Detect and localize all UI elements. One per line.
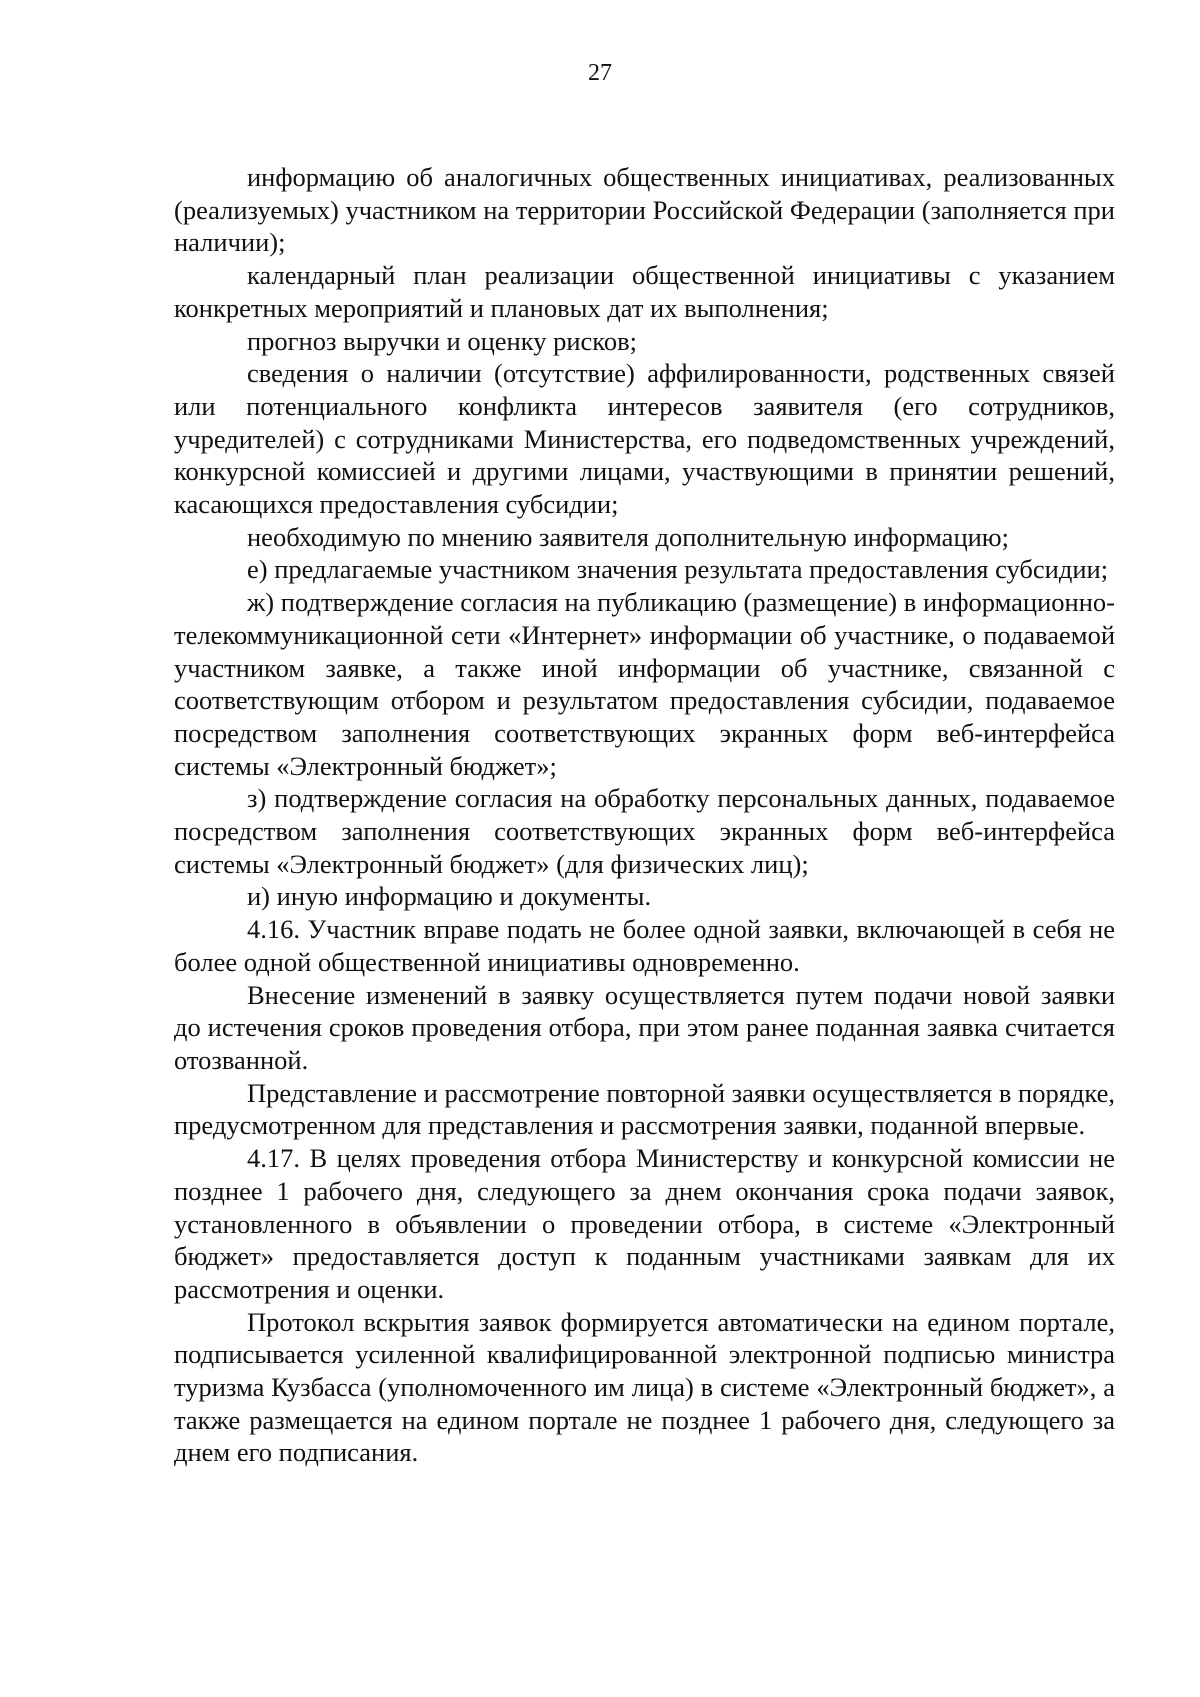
paragraph-item-i: и) иную информацию и документы. — [247, 881, 652, 912]
paragraph-4-16: 4.16. Участник вправе подать не более одной заявки, включающей в себя не более одной общественной инициативы одновременно. — [174, 914, 1115, 977]
paragraph-affiliation: сведения о наличии (отсутствие) аффилированности, родственных связей или потенциального конфликта интересов заявителя (его сотрудников, учредителей) с сотрудниками Министерства, его подведомственных учреждений, конкурсной комиссией и другими лицами, участвующими в принятии решений, касающихся предоставления субсидии; — [174, 358, 1115, 520]
paragraph-item-z: з) подтверждение согласия на обработку персональных данных, подаваемое посредством заполнения соответствующих экранных форм веб-интерфейса системы «Электронный бюджет» (для физических лиц); — [174, 783, 1115, 879]
paragraph-item-e: е) предлагаемые участником значения результата предоставления субсидии; — [247, 554, 1109, 585]
paragraph-item-zh: ж) подтверждение согласия на публикацию (размещение) в информационно-телекоммуникационной сети «Интернет» информации об участнике, о подаваемой участником заявке, а также иной информации об участнике, связанной с соответствующим отбором и результатом предоставления субсидии, подаваемое посредством заполнения соответствующих экранных форм веб-интерфейса системы «Электронный бюджет»; — [174, 587, 1115, 781]
paragraph-revenue-forecast: прогноз выручки и оценку рисков; — [247, 325, 637, 356]
page-number: 27 — [588, 60, 612, 86]
paragraph-repeat-application: Представление и рассмотрение повторной заявки осуществляется в порядке, предусмотренном для представления и рассмотрения заявки, поданной впервые. — [174, 1077, 1115, 1141]
paragraph-analog-initiatives: информацию об аналогичных общественных инициативах, реализованных (реализуемых) участником на территории Российской Федерации (заполняется при наличии); — [174, 162, 1115, 258]
paragraph-calendar-plan: календарный план реализации общественной инициативы с указанием конкретных мероприятий и плановых дат их выполнения; — [174, 260, 1115, 323]
paragraph-additional-info: необходимую по мнению заявителя дополнительную информацию; — [247, 521, 1009, 552]
paragraph-application-changes: Внесение изменений в заявку осуществляется путем подачи новой заявки до истечения сроков проведения отбора, при этом ранее поданная заявка считается отозванной. — [174, 979, 1115, 1075]
paragraph-4-17: 4.17. В целях проведения отбора Министерству и конкурсной комиссии не позднее 1 рабочего дня, следующего за днем окончания срока подачи заявок, установленного в объявлении о проведении отбора, в системе «Электронный бюджет» предоставляется доступ к поданным участниками заявкам для их рассмотрения и оценки. — [174, 1143, 1115, 1304]
document-body — [174, 161, 1115, 1469]
paragraph-opening-protocol: Протокол вскрытия заявок формируется автоматически на едином портале, подписывается усиленной квалифицированной электронной подписью министра туризма Кузбасса (уполномоченного им лица) в системе «Электронный бюджет», а также размещается на едином портале не позднее 1 рабочего дня, следующего за днем его подписания. — [174, 1306, 1115, 1468]
